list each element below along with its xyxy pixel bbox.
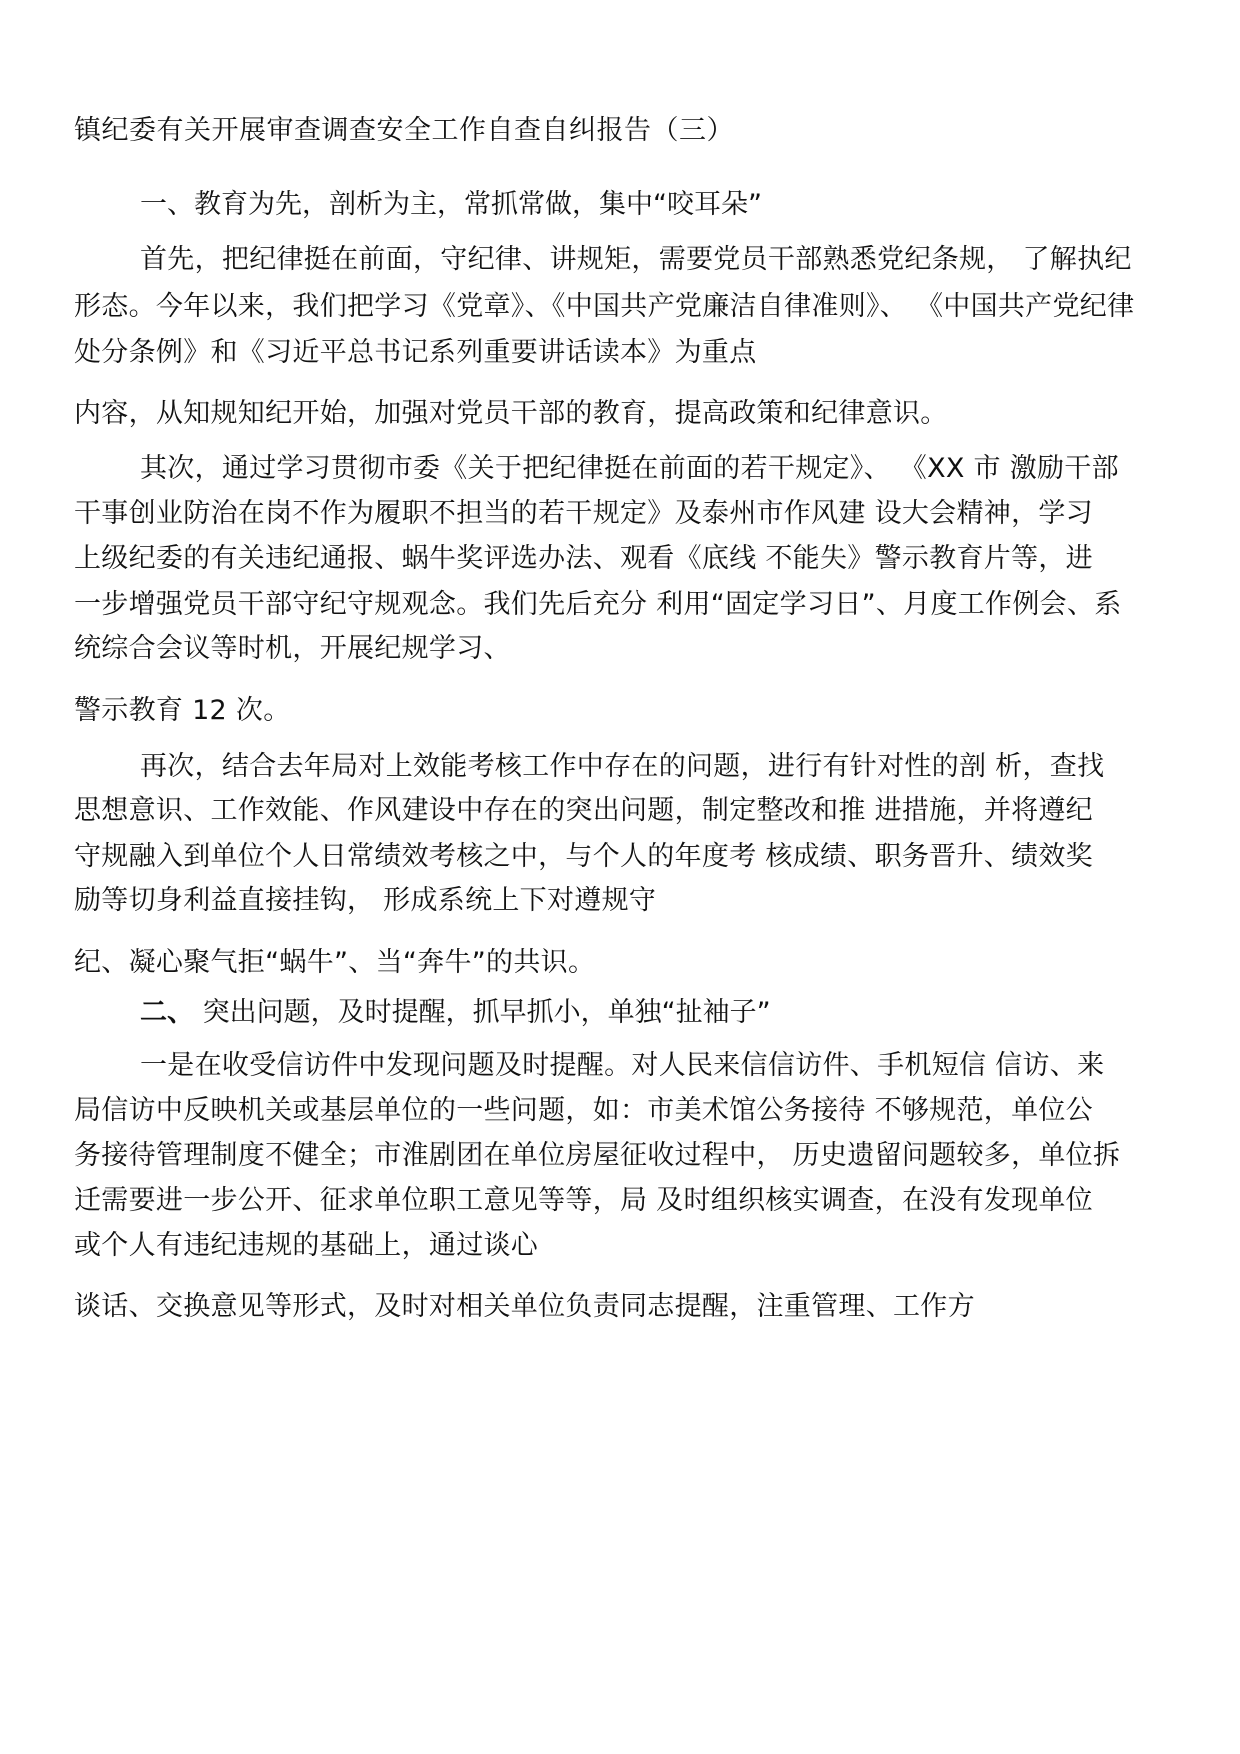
- paragraph-4-line-2: 局信访中反映机关或基层单位的一些问题，如：市美术馆公务接待 不够规范，单位公: [74, 1095, 1093, 1126]
- paragraph-2-line-3: 上级纪委的有关违纪通报、蜗牛奖评选办法、观看《底线 不能失》警示教育片等，进: [74, 543, 1093, 574]
- paragraph-4-line-3: 务接待管理制度不健全；市淮剧团在单位房屋征收过程中， 历史遗留问题较多，单位拆: [74, 1140, 1121, 1171]
- paragraph-1-line-4: 内容，从知规知纪开始，加强对党员干部的教育，提高政策和纪律意识。: [74, 398, 948, 429]
- document-title: 镇纪委有关开展审查调查安全工作自查自纠报告（三）: [74, 115, 734, 146]
- paragraph-4-line-5: 或个人有违纪违规的基础上，通过谈心: [74, 1230, 539, 1261]
- paragraph-2-line-1: 其次，通过学习贯彻市委《关于把纪律挺在前面的若干规定》、 《XX 市 激励干部: [140, 453, 1119, 484]
- paragraph-3-line-4: 励等切身利益直接挂钩， 形成系统上下对遵规守: [74, 885, 657, 916]
- paragraph-2-line-4: 一步增强党员干部守纪守规观念。我们先后充分 利用“固定学习日”、月度工作例会、系: [74, 589, 1122, 620]
- paragraph-4-line-6: 谈话、交换意见等形式，及时对相关单位负责同志提醒，注重管理、工作方: [74, 1291, 975, 1322]
- paragraph-2-line-5: 统综合会议等时机，开展纪规学习、: [74, 633, 511, 664]
- section-2-number: 二、: [140, 997, 194, 1028]
- paragraph-2-line-6: 警示教育 12 次。: [74, 695, 291, 726]
- paragraph-1-line-2: 形态。今年以来，我们把学习《党章》、《中国共产党廉洁自律准则》、 《中国共产党纪律: [74, 291, 1135, 322]
- paragraph-3-line-1: 再次，结合去年局对上效能考核工作中存在的问题，进行有针对性的剖 析，查找: [140, 751, 1105, 782]
- paragraph-1-line-3: 处分条例》和《习近平总书记系列重要讲话读本》为重点: [74, 337, 757, 368]
- section-1-heading: 一、教育为先，剖析为主，常抓常做，集中“咬耳朵”: [140, 189, 762, 220]
- paragraph-3-line-5: 纪、凝心聚气拒“蜗牛”、当“奔牛”的共识。: [74, 947, 596, 978]
- section-2-heading: [140, 990, 771, 1029]
- paragraph-4-line-4: 迁需要进一步公开、征求单位职工意见等等，局 及时组织核实调查，在没有发现单位: [74, 1185, 1093, 1216]
- section-2-heading-text: 突出问题，及时提醒，抓早抓小，单独“扯袖子”: [194, 997, 771, 1028]
- paragraph-3-line-3: 守规融入到单位个人日常绩效考核之中，与个人的年度考 核成绩、职务晋升、绩效奖: [74, 841, 1093, 872]
- paragraph-2-line-2: 干事创业防治在岗不作为履职不担当的若干规定》及泰州市作风建 设大会精神，学习: [74, 498, 1093, 529]
- paragraph-1-line-1: 首先，把纪律挺在前面，守纪律、讲规矩，需要党员干部熟悉党纪条规， 了解执纪: [140, 244, 1132, 275]
- paragraph-4-line-1: 一是在收受信访件中发现问题及时提醒。对人民来信信访件、手机短信 信访、来: [140, 1050, 1105, 1081]
- paragraph-3-line-2: 思想意识、工作效能、作风建设中存在的突出问题，制定整改和推 进措施，并将遵纪: [74, 795, 1093, 826]
